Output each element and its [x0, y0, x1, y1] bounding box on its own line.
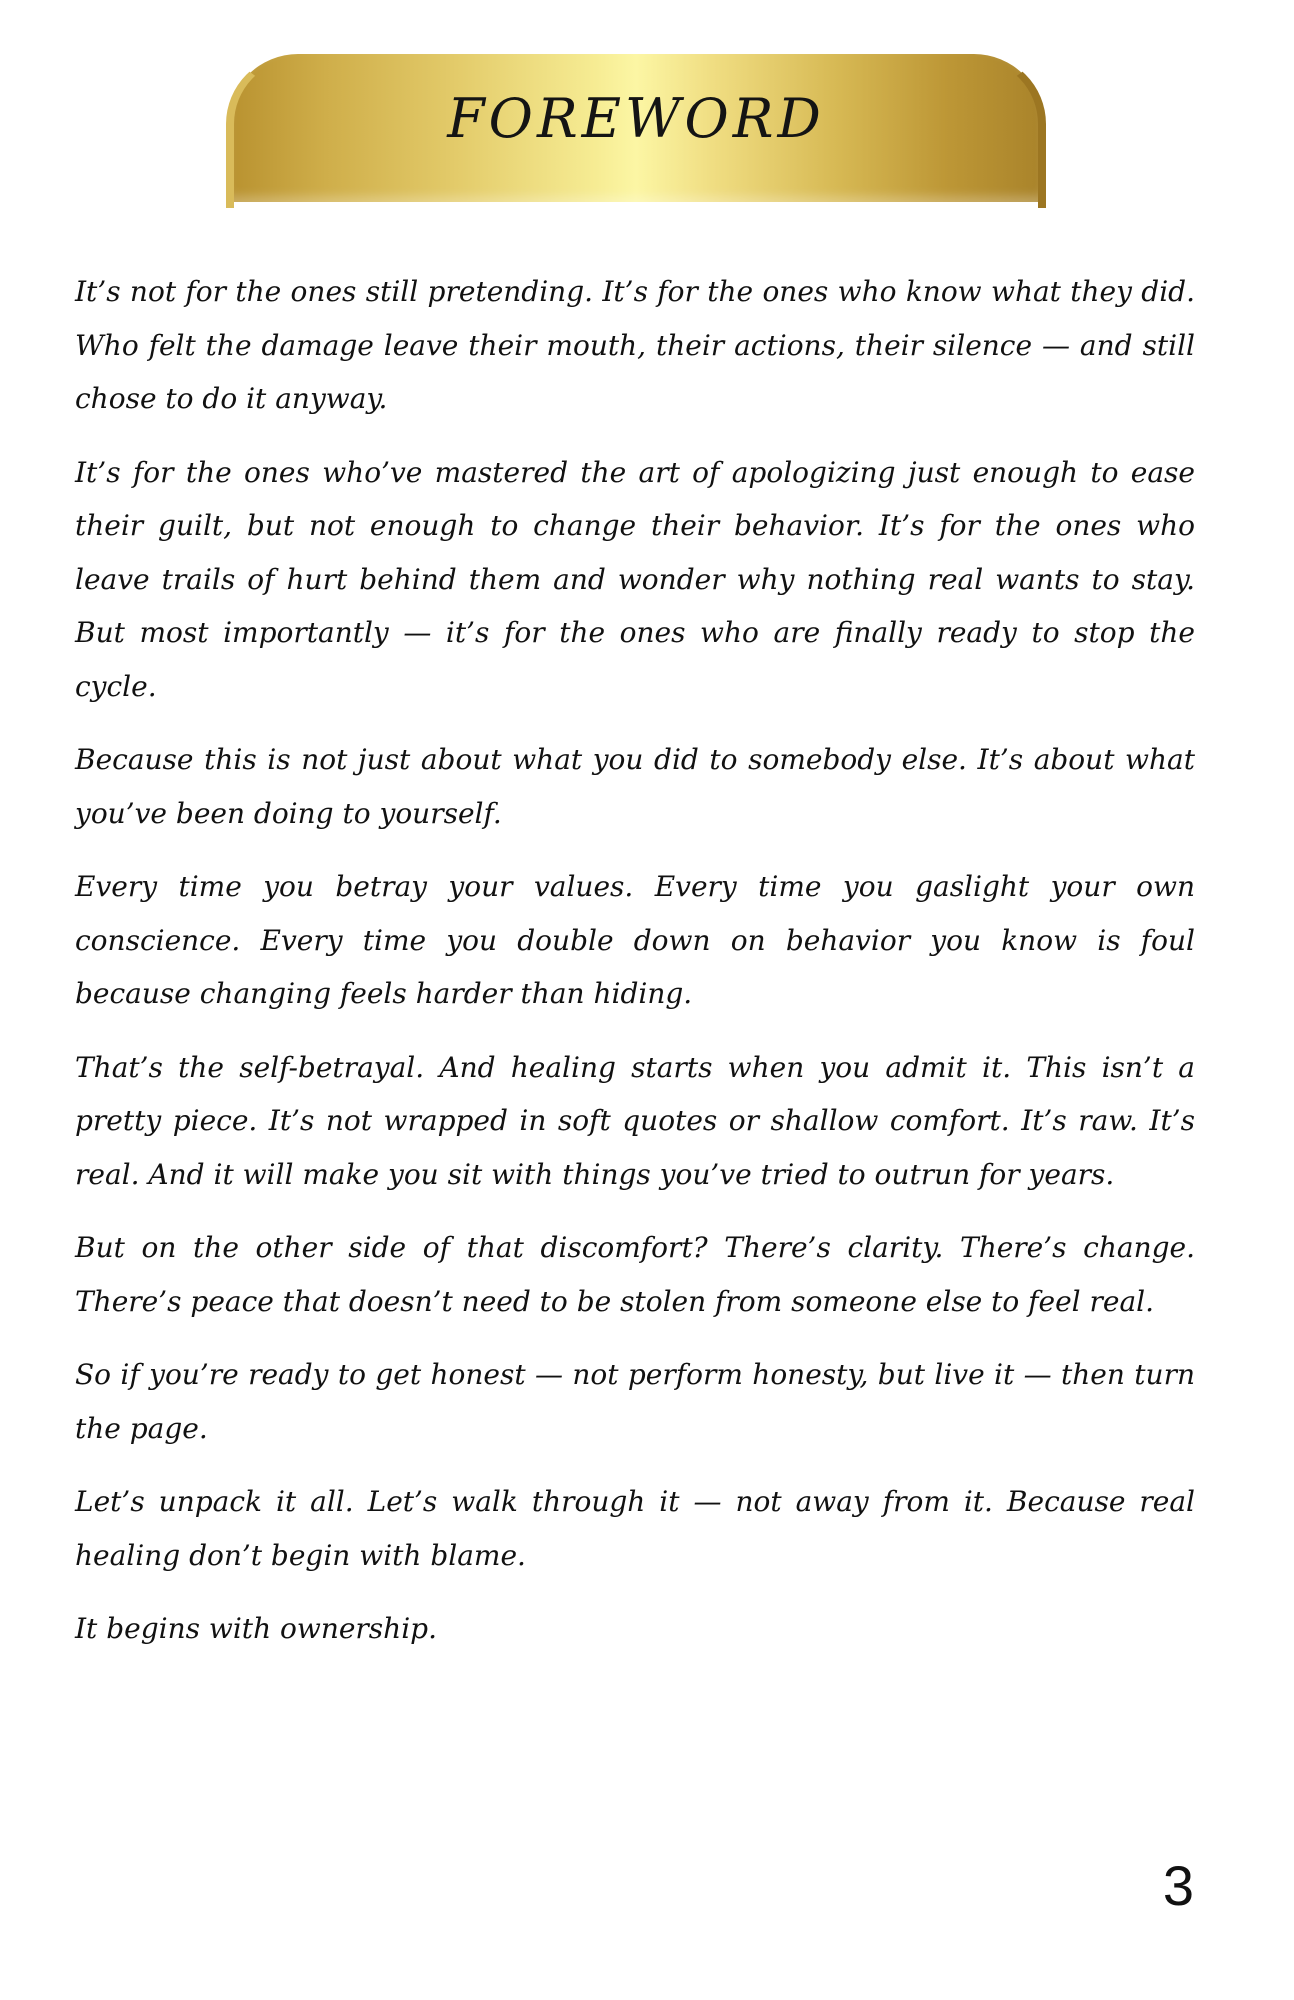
- paragraph-5: That’s the self-betrayal. And healing starts when you admit it. This isn’t a pretty piece. It’s not wrapped in soft quotes or shallow comfort. It’s raw. It’s real. And it will make you sit with things you’ve tried to outrun for years.: [75, 1050, 1195, 1191]
- paragraph-4: Every time you betray your values. Every time you gaslight your own conscience. Every time you double down on behavior you know is foul because changing feels harder than hiding.: [75, 870, 1195, 1010]
- page-title: FOREWORD: [447, 87, 825, 150]
- page-number: 3: [1162, 1854, 1194, 1917]
- paragraph-2: It’s for the ones who’ve mastered the art of apologizing just enough to ease their guilt, but not enough to change their behavior. It’s for the ones who leave trails of hurt behind them and wonder why nothing real wants to stay. But most importantly — it’s for the ones who are finally ready to stop the cycle.: [75, 455, 1195, 703]
- paragraph-7: So if you’re ready to get honest — not perform honesty, but live it — then turn the page.: [75, 1358, 1195, 1445]
- foreword-banner: [228, 54, 1044, 202]
- paragraph-1: It’s not for the ones still pretending. It’s for the ones who know what they did. Who felt the damage leave their mouth, their actions, their silence — and still chose to do it anyway.: [75, 275, 1195, 415]
- paragraph-8: Let’s unpack it all. Let’s walk through it — not away from it. Because real healing don’t begin with blame.: [75, 1485, 1195, 1572]
- paragraph-9: It begins with ownership.: [75, 1612, 437, 1645]
- paragraph-3: Because this is not just about what you did to somebody else. It’s about what you’ve been doing to yourself.: [75, 743, 1195, 830]
- paragraph-6: But on the other side of that discomfort? There’s clarity. There’s change. There’s peace that doesn’t need to be stolen from someone else to feel real.: [75, 1231, 1195, 1318]
- foreword-body: [75, 265, 1195, 1676]
